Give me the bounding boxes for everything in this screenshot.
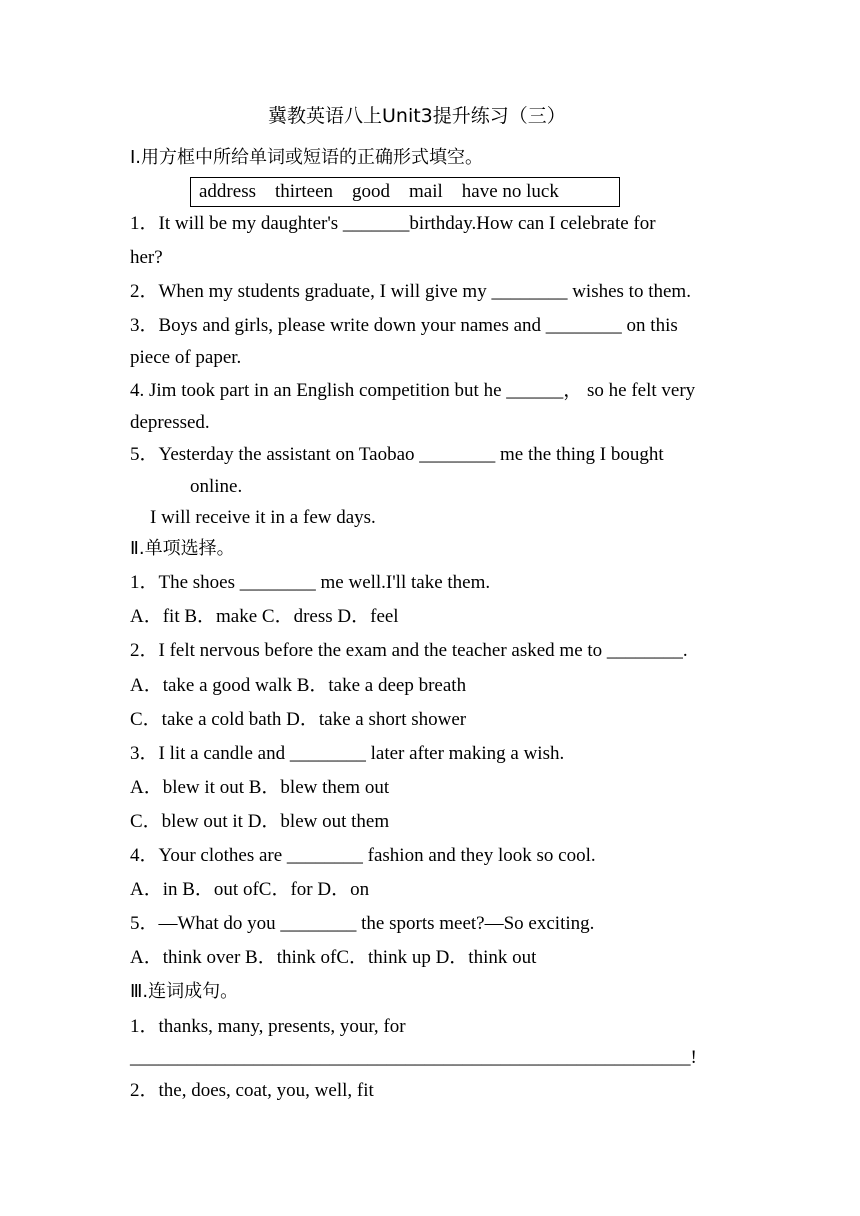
s2-q4-options: A．in B．out ofC．for D．on bbox=[130, 879, 370, 900]
page-title: 冀教英语八上Unit3提升练习（三） bbox=[268, 105, 566, 127]
s1-q5-line3: I will receive it in a few days. bbox=[150, 507, 376, 528]
s2-q1: 1．The shoes ________ me well.I'll take them. bbox=[130, 572, 491, 593]
s2-q2: 2．I felt nervous before the exam and the teacher asked me to ________. bbox=[130, 640, 688, 661]
s2-q5: 5．—What do you ________ the sports meet?—So exciting. bbox=[130, 913, 595, 934]
s3-q2: 2．the, does, coat, you, well, fit bbox=[130, 1080, 374, 1101]
s1-q3-line1: 3．Boys and girls, please write down your names and ________ on this bbox=[130, 315, 678, 336]
word-box-text: address thirteen good mail have no luck bbox=[199, 181, 559, 202]
s2-q5-options: A．think over B．think ofC．think up D．think out bbox=[130, 947, 537, 968]
s3-q1-answer-line: ___________________________________________________________! bbox=[130, 1047, 697, 1068]
s2-q1-options: A．fit B．make C．dress D．feel bbox=[130, 606, 399, 627]
s2-q4: 4．Your clothes are ________ fashion and they look so cool. bbox=[130, 845, 596, 866]
s1-q5-line2: online. bbox=[190, 476, 243, 497]
section-2-heading: Ⅱ.单项选择。 bbox=[130, 538, 235, 559]
s2-q3-options-cd: C．blew out it D．blew out them bbox=[130, 811, 390, 832]
section-3-heading: Ⅲ.连词成句。 bbox=[130, 981, 239, 1002]
s1-q1-line1: 1．It will be my daughter's _______birthday.How can I celebrate for bbox=[130, 213, 656, 234]
s3-q1: 1．thanks, many, presents, your, for bbox=[130, 1016, 406, 1037]
s2-q2-options-ab: A．take a good walk B．take a deep breath bbox=[130, 675, 467, 696]
s1-q4-line1: 4. Jim took part in an English competition but he ______， so he felt very bbox=[130, 380, 696, 401]
section-1-heading: Ⅰ.用方框中所给单词或短语的正确形式填空。 bbox=[130, 147, 484, 168]
s1-q3-line2: piece of paper. bbox=[130, 347, 242, 368]
s2-q2-options-cd: C．take a cold bath D．take a short shower bbox=[130, 709, 467, 730]
s2-q3: 3．I lit a candle and ________ later after making a wish. bbox=[130, 743, 565, 764]
s1-q4-line2: depressed. bbox=[130, 412, 210, 433]
s1-q2: 2．When my students graduate, I will give my ________ wishes to them. bbox=[130, 281, 691, 302]
s1-q5-line1: 5．Yesterday the assistant on Taobao ________ me the thing I bought bbox=[130, 444, 664, 465]
word-box bbox=[190, 177, 620, 207]
s2-q3-options-ab: A．blew it out B．blew them out bbox=[130, 777, 390, 798]
s1-q1-line2: her? bbox=[130, 247, 163, 268]
